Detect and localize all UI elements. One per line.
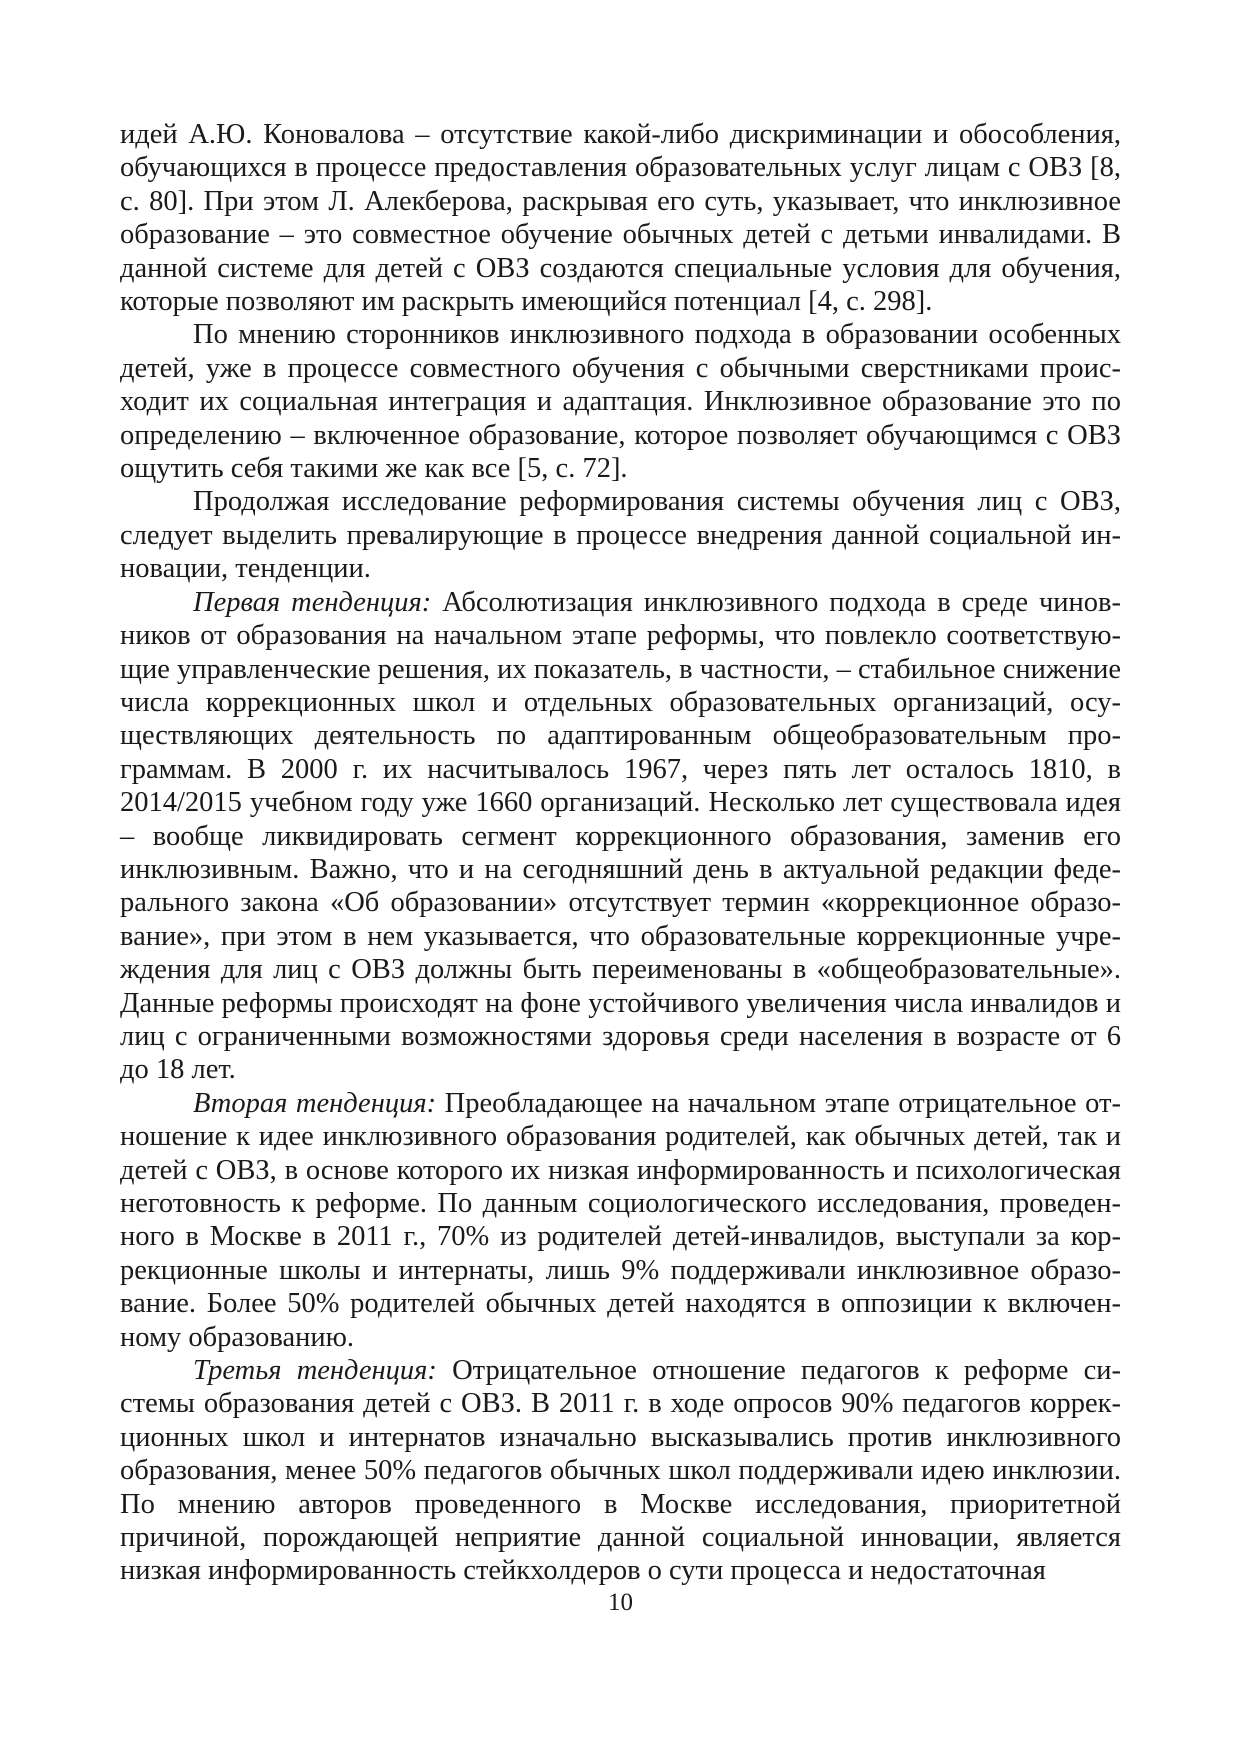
second-trend-text: Преобладающее на начальном этапе отрицательное отношение к идее инклюзивного образования родителей, как обычных детей, так и детей с ОВЗ, в основе которого их низкая информированность и психологическая неготовность к реформе. По данным социологического исследования, проведенного в Москве в 2011 г., 70% из родителей детей-инвалидов, выступали за коррекционные школы и интернаты, лишь 9% поддерживали инклюзивное образование. Более 50% родителей обычных детей находятся в оппозиции к включенному образованию. bbox=[120, 1087, 1121, 1353]
paragraph-3-text: Продолжая исследование реформирования системы обучения лиц с ОВЗ, следует выделить превалирующие в процессе внедрения данной социальной инновации, тенденции. bbox=[120, 486, 1121, 585]
third-trend-text: Отрицательное отношение педагогов к реформе системы образования детей с ОВЗ. В 2011 г. в ходе опросов 90% педагогов коррекционных школ и интернатов изначально высказывались против инклюзивного образования, менее 50% педагогов обычных школ поддерживали идею инклюзии. По мнению авторов проведенного в Москве исследования, приоритетной причиной, порождающей неприятие данной социальной инновации, является низкая информированность стейкхолдеров о сути процесса и недостаточная bbox=[120, 1355, 1121, 1587]
paragraph-1 bbox=[120, 118, 1121, 318]
paragraph-second-trend bbox=[120, 1087, 1121, 1354]
third-trend-heading: Третья тенденция: bbox=[193, 1355, 437, 1387]
paragraph-2-text: По мнению сторонников инклюзивного подхода в образовании особенных детей, уже в процессе совместного обучения с обычными сверстниками происходит их социальная интеграция и адаптация. Инклюзивное образование это по определению – включенное образование, которое позволяет обучающимся с ОВЗ ощутить себя такими же как все [5, с. 72]. bbox=[120, 319, 1121, 485]
page-number: 10 bbox=[608, 1589, 633, 1616]
paragraph-2 bbox=[120, 318, 1121, 485]
paragraph-3 bbox=[120, 485, 1121, 585]
paragraph-third-trend bbox=[120, 1354, 1121, 1588]
paragraph-1-text: идей А.Ю. Коновалова – отсутствие какой-либо дискриминации и обособления, обучающихся в процессе предоставления образовательных услуг лицам с ОВЗ [8, с. 80]. При этом Л. Алекберова, раскрывая его суть, указывает, что инклюзивное образование – это совместное обучение обычных детей с детьми инвалидами. В данной системе для детей с ОВЗ создаются специальные условия для обучения, которые позволяют им раскрыть имеющийся потенциал [4, с. 298]. bbox=[120, 119, 1121, 318]
second-trend-heading: Вторая тенденция: bbox=[193, 1087, 437, 1119]
page-body bbox=[120, 118, 1121, 1588]
paragraph-first-trend bbox=[120, 586, 1121, 1087]
first-trend-heading: Первая тенденция: bbox=[193, 586, 432, 618]
first-trend-text: Абсолютизация инклюзивного подхода в среде чиновников от образования на начальном этапе реформы, что повлекло соответствующие управленческие решения, их показатель, в частности, – стабильное снижение числа коррекционных школ и отдельных образовательных организаций, осуществляющих деятельность по адаптированным общеобразовательным программам. В 2000 г. их насчитывалось 1967, через пять лет осталось 1810, в 2014/2015 учебном году уже 1660 организаций. Несколько лет существовала идея – вообще ликвидировать сегмент коррекционного образования, заменив его инклюзивным. Важно, что и на сегодняшний день в актуальной редакции федерального закона «Об образовании» отсутствует термин «коррекционное образование», при этом в нем указывается, что образовательные коррекционные учреждения для лиц с ОВЗ должны быть переименованы в «общеобразовательные». Данные реформы происходят на фоне устойчивого увеличения числа инвалидов и лиц с ограниченными возможностями здоровья среди населения в возрасте от 6 до 18 лет. bbox=[120, 586, 1121, 1086]
